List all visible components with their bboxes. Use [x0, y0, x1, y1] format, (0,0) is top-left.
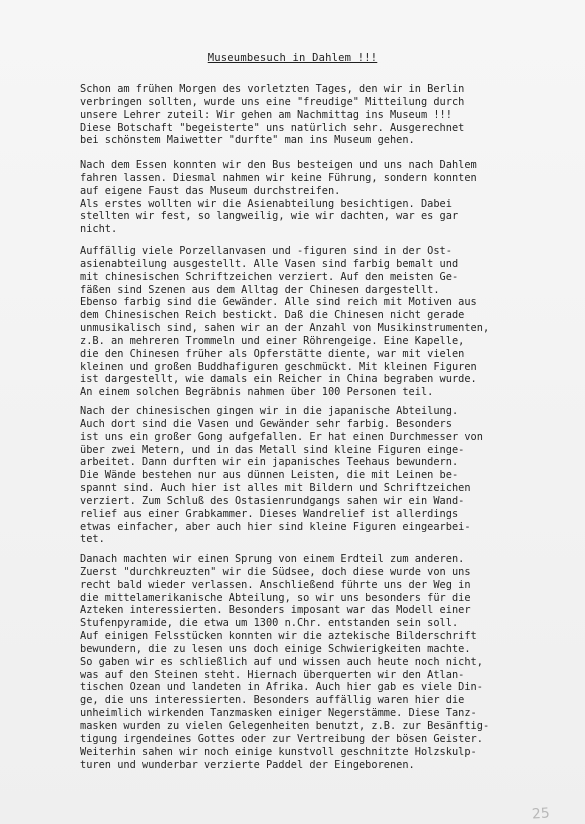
paragraph-line: z.B. an mehreren Trommeln und einer Röhrengeige. Eine Kapelle, — [80, 334, 465, 347]
paragraph-line: Nach dem Essen konnten wir den Bus besteigen und uns nach Dahlem — [80, 159, 477, 171]
paragraph-line: über zwei Metern, und in das Metall sind kleine Figuren einge- — [80, 443, 465, 456]
paragraph-line: kleinen und großen Buddhafiguren geschmückt. Mit kleinen Figuren — [80, 360, 477, 373]
paragraph-line: Weiterhin sahen wir noch einige kunstvoll geschnitzte Holzskulp- — [80, 745, 477, 758]
paragraph-line: die mittelamerikanische Abteilung, so wir uns besonders für die — [80, 591, 471, 604]
paragraph-line: Azteken interessierten. Besonders imposant war das Modell einer — [80, 604, 471, 617]
paragraph-line: recht bald wieder verlassen. Anschließend führte uns der Weg in — [80, 578, 471, 591]
paragraph-line: turen und wunderbar verzierte Paddel der Eingeborenen. — [80, 758, 415, 771]
paragraph-line: Danach machten wir einen Sprung von einem Erdteil zum anderen. — [80, 553, 465, 565]
paragraph-line: verziert. Zum Schluß des Ostasienrundgangs sahen wir ein Wand- — [80, 494, 465, 507]
paragraph-line: bei schönstem Maiwetter "durfte" man ins Museum gehen. — [80, 134, 415, 147]
paragraph-line: unheimlich wirkenden Tanzmasken einiger Negerstämme. Diese Tanz- — [80, 707, 477, 720]
paragraph-line: dem Chinesischen Reich bestickt. Daß die Chinesen nicht gerade — [80, 309, 465, 322]
paragraph-3 — [80, 245, 489, 399]
paragraph-line: tischen Ozean und landeten in Afrika. Auch hier gab es viele Din- — [80, 681, 483, 694]
paragraph-line: verbringen sollten, wurde uns eine "freudige" Mitteilung durch — [80, 95, 465, 108]
paragraph-line: Zuerst "durchkreuzten" wir die Südsee, doch diese wurde von uns — [80, 565, 471, 578]
paragraph-line: auf eigene Faust das Museum durchstreifen. — [80, 184, 341, 197]
paragraph-line: ist uns ein großer Gong aufgefallen. Er hat einen Durchmesser von — [80, 430, 483, 443]
paragraph-line: nicht. — [80, 223, 118, 236]
paragraph-line: tigung irgendeines Gottes oder zur Vertreibung der bösen Geister. — [80, 732, 483, 745]
paragraph-line: Als erstes wollten wir die Asienabteilung besichtigen. Dabei — [80, 197, 452, 210]
page-number: 25 — [531, 805, 551, 823]
paragraph-line: tet. — [80, 533, 105, 546]
paragraph-2 — [80, 159, 477, 236]
paragraph-line: ist dargestellt, wie damals ein Reicher in China begraben wurde. — [80, 373, 477, 386]
paragraph-5 — [80, 553, 489, 771]
paragraph-line: So gaben wir es schließlich auf und wissen auch heute noch nicht, — [80, 655, 483, 668]
paragraph-line: Stufenpyramide, die etwa um 1300 n.Chr. entstanden sein soll. — [80, 617, 459, 630]
paragraph-line: fahren lassen. Diesmal nahmen wir keine Führung, sondern konnten — [80, 171, 477, 184]
paragraph-line: An einem solchen Begräbnis nahmen über 100 Personen teil. — [80, 386, 434, 399]
paragraph-line: fäßen sind Szenen aus dem Alltag der Chinesen dargestellt. — [80, 283, 440, 296]
paragraph-line: Auch dort sind die Vasen und Gewänder sehr farbig. Besonders — [80, 417, 452, 430]
paragraph-1 — [80, 83, 464, 147]
paragraph-line: bewundern, die zu lesen uns doch einige Schwierigkeiten machte. — [80, 642, 471, 655]
paragraph-line: die den Chinesen früher als Opferstätte diente, war mit vielen — [80, 347, 465, 360]
paragraph-line: unmusikalisch sind, sahen wir an der Anzahl von Musikinstrumenten, — [80, 322, 490, 335]
paragraph-line: was auf den Steinen steht. Hiernach überquerten wir den Atlan- — [80, 668, 465, 681]
paragraph-line: Auf einigen Felsstücken konnten wir die aztekische Bilderschrift — [80, 630, 477, 643]
paragraph-line: relief aus einer Grabkammer. Dieses Wandrelief ist allerdings — [80, 507, 459, 520]
paragraph-line: Auffällig viele Porzellanvasen und -figuren sind in der Ost- — [80, 245, 452, 257]
paragraph-line: Ebenso farbig sind die Gewänder. Alle sind reich mit Motiven aus — [80, 296, 477, 309]
paragraph-4 — [80, 405, 483, 546]
paragraph-line: mit chinesischen Schriftzeichen verziert. Auf den meisten Ge- — [80, 270, 459, 283]
paragraph-line: Schon am frühen Morgen des vorletzten Tages, den wir in Berlin — [80, 83, 465, 95]
paragraph-line: stellten wir fest, so langweilig, wie wir dachten, war es gar — [80, 210, 459, 223]
paragraph-line: etwas einfacher, aber auch hier sind kleine Figuren eingearbei- — [80, 520, 471, 533]
paragraph-line: unsere Lehrer zuteil: Wir gehen am Nachmittag ins Museum !!! — [80, 108, 452, 121]
paragraph-line: asienabteilung ausgestellt. Alle Vasen sind farbig bemalt und — [80, 257, 459, 270]
paragraph-line: Diese Botschaft "begeisterte" uns natürlich sehr. Ausgerechnet — [80, 121, 465, 134]
paragraph-line: spannt sind. Auch hier ist alles mit Bildern und Schriftzeichen — [80, 482, 471, 495]
paragraph-line: Nach der chinesischen gingen wir in die japanische Abteilung. — [80, 405, 459, 417]
document-title: Museumbesuch in Dahlem !!! — [207, 52, 378, 64]
paragraph-line: ge, die uns interessierten. Besonders auffällig waren hier die — [80, 694, 465, 707]
paragraph-line: masken wurden zu vielen Gelegenheiten benutzt, z.B. zur Besänftig- — [80, 719, 490, 732]
paragraph-line: arbeitet. Dann durften wir ein japanisches Teehaus bewundern. — [80, 456, 459, 469]
paragraph-line: Die Wände bestehen nur aus dünnen Leisten, die mit Leinen be- — [80, 469, 459, 482]
